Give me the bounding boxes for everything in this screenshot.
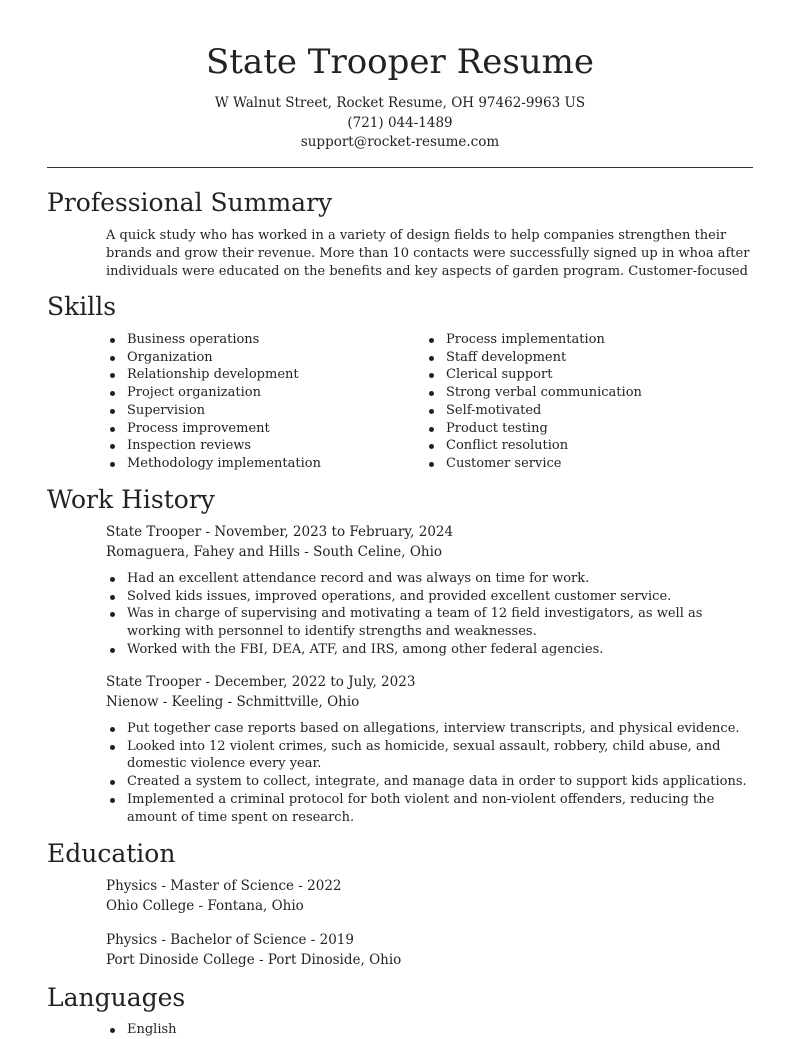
email: support@rocket-resume.com bbox=[300, 134, 500, 150]
contact-info bbox=[0, 94, 800, 153]
job-bullet: Created a system to collect, integrate, and manage data in order to support kids applications. bbox=[106, 773, 756, 791]
job-bullet: Implemented a criminal protocol for both violent and non-violent offenders, reducing the amount of time spent on research. bbox=[106, 791, 756, 826]
address: W Walnut Street, Rocket Resume, OH 97462-9963 US bbox=[214, 95, 586, 111]
education-school: Ohio College - Fontana, Ohio bbox=[106, 897, 304, 914]
skill-item: Self-motivated bbox=[425, 402, 642, 420]
job-header bbox=[106, 673, 415, 712]
job-bullets bbox=[106, 570, 756, 659]
education-degree: Physics - Bachelor of Science - 2019 bbox=[106, 932, 354, 948]
phone: (721) 044-1489 bbox=[347, 114, 453, 131]
skill-item: Organization bbox=[106, 349, 321, 367]
skill-item: Relationship development bbox=[106, 366, 321, 384]
skill-item: Process implementation bbox=[425, 331, 642, 349]
skill-item: Clerical support bbox=[425, 366, 642, 384]
skill-item: Project organization bbox=[106, 384, 321, 402]
header-divider bbox=[47, 167, 753, 168]
job-header bbox=[106, 523, 453, 562]
skill-item: Strong verbal communication bbox=[425, 384, 642, 402]
language-item: English bbox=[106, 1021, 177, 1039]
education-school: Port Dinoside College - Port Dinoside, Ohio bbox=[106, 951, 402, 968]
skill-item: Business operations bbox=[106, 331, 321, 349]
education-entry bbox=[106, 931, 401, 970]
skill-item: Process improvement bbox=[106, 420, 321, 438]
skill-item: Product testing bbox=[425, 420, 642, 438]
resume-title: State Trooper Resume bbox=[205, 42, 595, 82]
education-entry bbox=[106, 877, 342, 916]
job-bullet: Solved kids issues, improved operations, and provided excellent customer service. bbox=[106, 588, 756, 606]
job-bullet: Was in charge of supervising and motivating a team of 12 field investigators, as well as working with personnel to identify strengths and weaknesses. bbox=[106, 605, 756, 640]
work-history-heading: Work History bbox=[47, 485, 215, 514]
education-heading: Education bbox=[47, 839, 176, 868]
job-role-line: State Trooper - December, 2022 to July, 2023 bbox=[106, 674, 416, 690]
job-bullets bbox=[106, 720, 756, 826]
skill-item: Inspection reviews bbox=[106, 437, 321, 455]
skills-heading: Skills bbox=[47, 292, 117, 321]
job-company-line: Romaguera, Fahey and Hills - South Celine, Ohio bbox=[106, 543, 443, 560]
languages-list bbox=[106, 1021, 177, 1039]
skill-item: Methodology implementation bbox=[106, 455, 321, 473]
skills-list-right bbox=[425, 331, 642, 473]
skill-item: Supervision bbox=[106, 402, 321, 420]
job-bullet: Looked into 12 violent crimes, such as homicide, sexual assault, robbery, child abuse, and domestic violence every year. bbox=[106, 738, 756, 773]
summary-text: A quick study who has worked in a variety of design fields to help companies strengthen their brands and grow their revenue. More than 10 contacts were successfully signed up in whoa after individuals were educated on the benefits and key aspects of garden program. Customer-focused bbox=[106, 228, 750, 279]
skills-list-left bbox=[106, 331, 321, 473]
job-role-line: State Trooper - November, 2023 to February, 2024 bbox=[106, 524, 454, 540]
summary-heading: Professional Summary bbox=[47, 188, 333, 217]
skill-item: Conflict resolution bbox=[425, 437, 642, 455]
job-bullet: Put together case reports based on allegations, interview transcripts, and physical evidence. bbox=[106, 720, 756, 738]
education-degree: Physics - Master of Science - 2022 bbox=[106, 878, 342, 894]
skill-item: Customer service bbox=[425, 455, 642, 473]
job-bullet: Had an excellent attendance record and was always on time for work. bbox=[106, 570, 756, 588]
languages-heading: Languages bbox=[47, 983, 186, 1012]
job-company-line: Nienow - Keeling - Schmittville, Ohio bbox=[106, 693, 360, 710]
skill-item: Staff development bbox=[425, 349, 642, 367]
job-bullet: Worked with the FBI, DEA, ATF, and IRS, among other federal agencies. bbox=[106, 641, 756, 659]
